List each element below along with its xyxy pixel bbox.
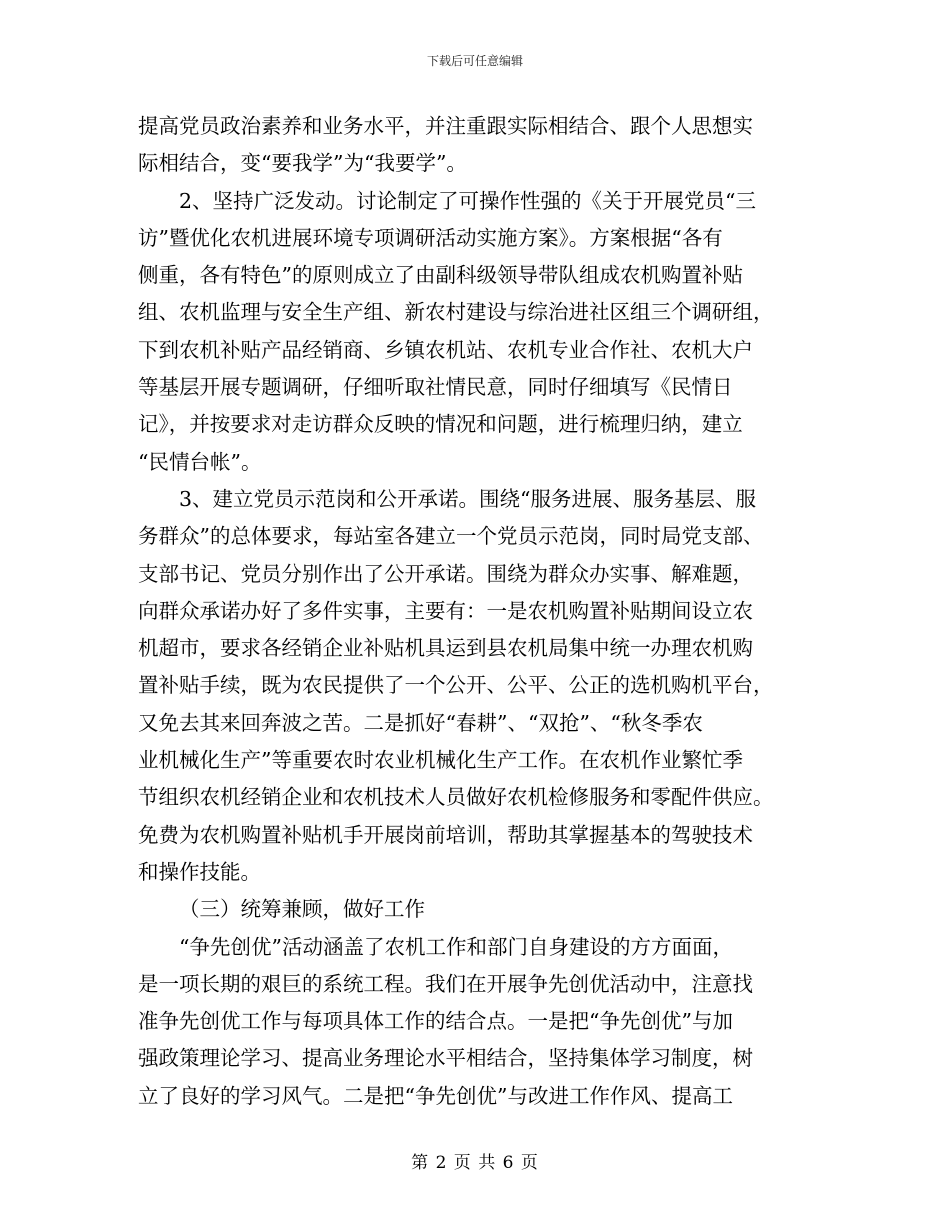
text-line: 支部书记、党员分别作出了公开承诺。围绕为群众办实事、解难题， bbox=[138, 561, 753, 586]
document-body bbox=[138, 108, 818, 1115]
text-line: 立了良好的学习风气。二是把“争先创优”与改进工作作风、提高工 bbox=[138, 1083, 733, 1108]
text-line: 和操作技能。 bbox=[138, 859, 261, 884]
page-header-note: 下载后可任意编辑 bbox=[426, 54, 523, 68]
text-line: 提高党员政治素养和业务水平，并注重跟实际相结合、跟个人思想实 bbox=[138, 114, 753, 138]
text-line: 务群众”的总体要求，每站室各建立一个党员示范岗，同时局党支部、 bbox=[138, 524, 764, 549]
text-line: “争先创优”活动涵盖了农机工作和部门自身建设的方方面面， bbox=[179, 934, 733, 959]
text-line: 访”暨优化农机进展环境专项调研活动实施方案》。方案根据“各有 bbox=[138, 225, 723, 250]
section-heading: （三）统筹兼顾，做好工作 bbox=[179, 897, 425, 922]
text-line: 准争先创优工作与每项具体工作的结合点。一是把“争先创优”与加 bbox=[138, 1009, 733, 1034]
text-line: 下到农机补贴产品经销商、乡镇农机站、农机专业合作社、农机大户 bbox=[138, 337, 753, 362]
text-line: 组、农机监理与安全生产组、新农村建设与综治进社区组三个调研组， bbox=[138, 300, 774, 325]
text-line: 侧重，各有特色”的原则成立了由副科级领导带队组成农机购置补贴 bbox=[138, 263, 743, 288]
text-line: 业机械化生产”等重要农时农业机械化生产工作。在农机作业繁忙季 bbox=[138, 748, 743, 773]
text-line: 置补贴手续，既为农民提供了一个公开、公平、公正的选机购机平台， bbox=[138, 673, 774, 698]
text-line: 节组织农机经销企业和农机技术人员做好农机检修服务和零配件供应。 bbox=[138, 785, 774, 810]
text-line: “民情台帐”。 bbox=[138, 449, 262, 474]
text-line: 2、坚持广泛发动。讨论制定了可操作性强的《关于开展党员“三 bbox=[179, 188, 757, 213]
text-line: 际相结合，变“要我学”为“我要学”。 bbox=[138, 151, 467, 176]
page-number: 第 2 页 共 6 页 bbox=[411, 1153, 539, 1173]
text-line: 又免去其来回奔波之苦。二是抓好“春耕”、“双抢”、“秋冬季农 bbox=[138, 710, 703, 735]
text-line: 等基层开展专题调研，仔细听取社情民意，同时仔细填写《民情日 bbox=[138, 375, 733, 400]
text-line: 3、建立党员示范岗和公开承诺。围绕“服务进展、服务基层、服 bbox=[179, 486, 757, 511]
text-line: 强政策理论学习、提高业务理论水平相结合，坚持集体学习制度，树 bbox=[138, 1046, 753, 1071]
text-line: 向群众承诺办好了多件实事，主要有：一是农机购置补贴期间设立农 bbox=[138, 598, 753, 623]
text-line: 免费为农机购置补贴机手开展岗前培训，帮助其掌握基本的驾驶技术 bbox=[138, 822, 753, 847]
text-line: 记》，并按要求对走访群众反映的情况和问题，进行梳理归纳，建立 bbox=[138, 412, 743, 437]
text-line: 是一项长期的艰巨的系统工程。我们在开展争先创优活动中，注意找 bbox=[138, 971, 753, 996]
text-line: 机超市，要求各经销企业补贴机具运到县农机局集中统一办理农机购 bbox=[138, 636, 753, 661]
